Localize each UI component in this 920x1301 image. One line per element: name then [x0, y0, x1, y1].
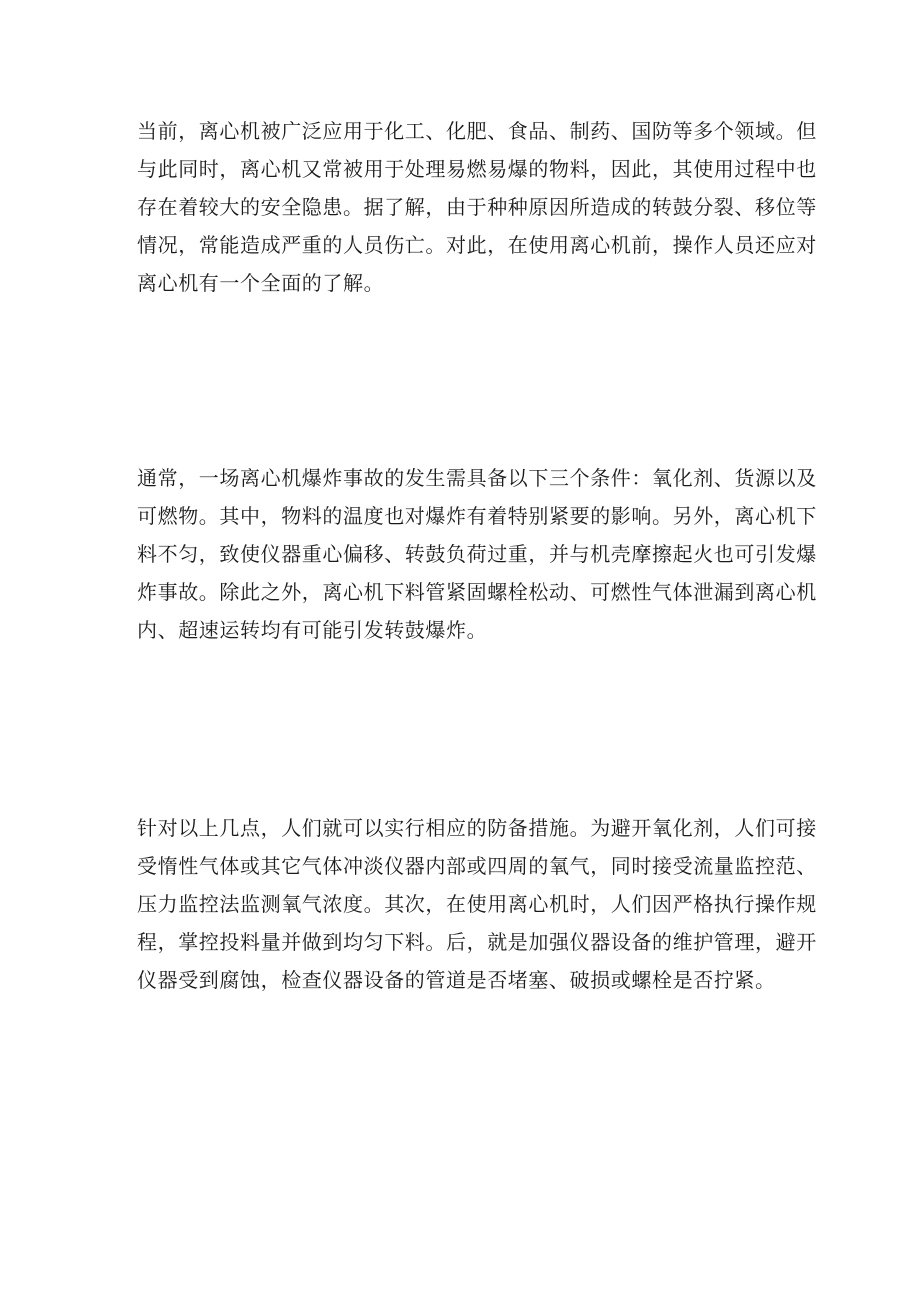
text-line: 存在着较大的安全隐患。据了解，由于种种原因所造成的转鼓分裂、移位等 — [137, 195, 817, 219]
paragraph-3 — [137, 809, 817, 999]
text-line: 仪器受到腐蚀，检查仪器设备的管道是否堵塞、破损或螺栓是否拧紧。 — [137, 968, 776, 992]
paragraph-2 — [137, 459, 817, 649]
text-line: 炸事故。除此之外，离心机下料管紧固螺栓松动、可燃性气体泄漏到离心机 — [137, 580, 817, 604]
text-line: 情况，常能造成严重的人员伤亡。对此，在使用离心机前，操作人员还应对 — [137, 233, 817, 257]
text-line: 料不匀，致使仪器重心偏移、转鼓负荷过重，并与机壳摩擦起火也可引发爆 — [137, 542, 817, 566]
text-line: 针对以上几点，人们就可以实行相应的防备措施。为避开氧化剂，人们可接 — [137, 816, 817, 840]
text-line: 当前，离心机被广泛应用于化工、化肥、食品、制药、国防等多个领域。但 — [137, 119, 817, 143]
text-line: 受惰性气体或其它气体冲淡仪器内部或四周的氧气，同时接受流量监控范、 — [137, 854, 817, 878]
text-line: 压力监控法监测氧气浓度。其次，在使用离心机时，人们因严格执行操作规 — [137, 892, 817, 916]
text-line: 离心机有一个全面的了解。 — [137, 271, 385, 295]
text-line: 内、超速运转均有可能引发转鼓爆炸。 — [137, 618, 488, 642]
text-line: 程，掌控投料量并做到均匀下料。后，就是加强仪器设备的维护管理，避开 — [137, 930, 817, 954]
paragraph-1 — [137, 112, 817, 302]
text-line: 通常，一场离心机爆炸事故的发生需具备以下三个条件：氧化剂、货源以及 — [137, 466, 817, 490]
text-line: 可燃物。其中，物料的温度也对爆炸有着特别紧要的影响。另外，离心机下 — [137, 504, 817, 528]
text-line: 与此同时，离心机又常被用于处理易燃易爆的物料，因此，其使用过程中也 — [137, 157, 817, 181]
